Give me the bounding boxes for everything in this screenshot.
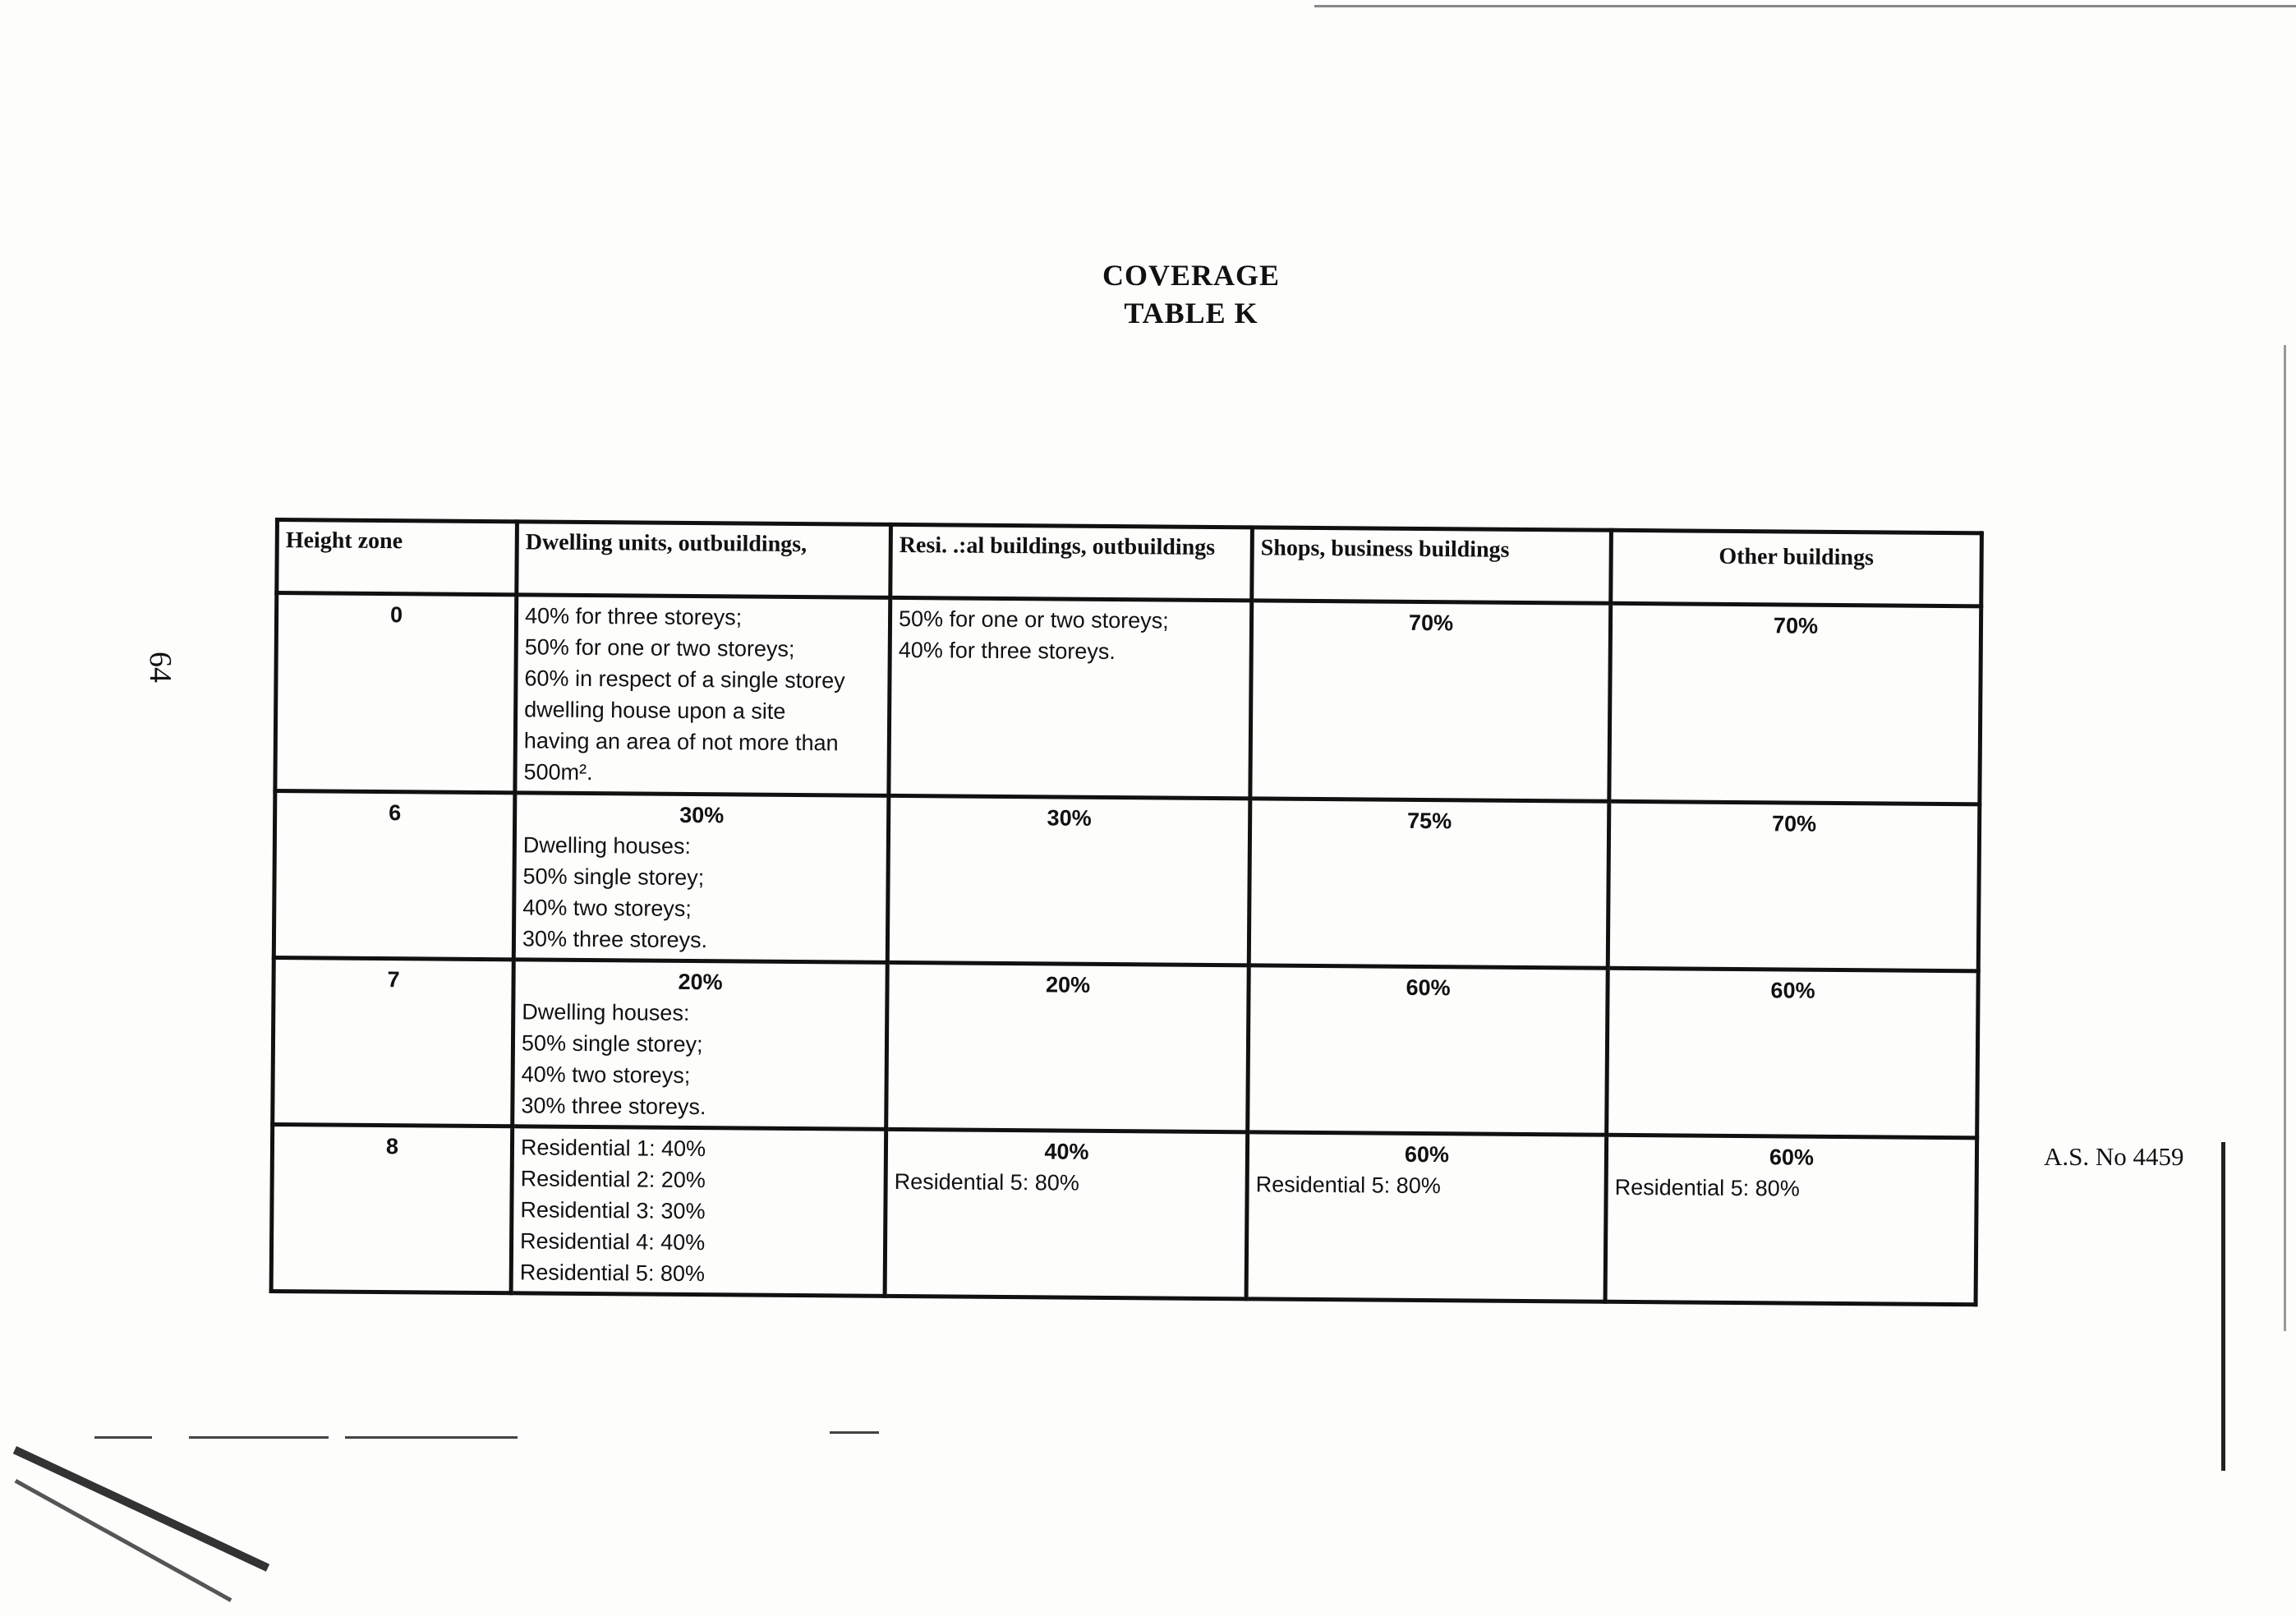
cell-heading: 60% xyxy=(1404,1141,1450,1168)
header-height-zone: Height zone xyxy=(277,520,518,595)
table-row xyxy=(275,593,1981,804)
shops-cell: 75% xyxy=(1249,799,1609,968)
other-cell: 70% xyxy=(1608,801,1980,971)
dwelling-cell xyxy=(511,1126,886,1297)
table-row xyxy=(271,1124,1977,1304)
scan-artifact xyxy=(189,1436,329,1439)
dwelling-cell xyxy=(515,595,890,796)
margin-rule xyxy=(2221,1142,2225,1471)
scan-artifact xyxy=(345,1436,518,1439)
shops-cell: 70% xyxy=(1250,601,1611,801)
other-cell: 70% xyxy=(1609,603,1981,804)
coverage-table xyxy=(269,518,1984,1306)
scan-edge-right xyxy=(2284,345,2286,1331)
cell-line: 60% in respect of a single storey xyxy=(524,666,845,693)
cell-line: Residential 3: 30% xyxy=(520,1197,706,1224)
header-dwelling-units: Dwelling units, outbuildings, xyxy=(517,522,891,598)
cell-line: Residential 5: 80% xyxy=(519,1260,706,1287)
table-row xyxy=(273,958,1979,1138)
cell-line: 30% three storeys. xyxy=(522,926,708,953)
document-reference: A.S. No 4459 xyxy=(2044,1142,2184,1171)
cell-line: 50% for one or two storeys; xyxy=(524,634,795,661)
other-cell xyxy=(1605,1135,1977,1305)
page-number: 64 xyxy=(143,652,177,683)
table-header-row xyxy=(277,520,1982,606)
header-shops-business: Shops, business buildings xyxy=(1252,527,1612,603)
cell-line: 40% two storeys; xyxy=(522,895,692,921)
cell-line: Dwelling houses: xyxy=(522,832,692,859)
cell-heading: 30% xyxy=(679,802,725,828)
cell-line: 40% for three storeys; xyxy=(524,603,743,630)
title-block xyxy=(1027,256,1355,332)
zone-cell: 8 xyxy=(271,1124,513,1292)
scan-edge-top xyxy=(1314,5,2296,7)
document-title: COVERAGE xyxy=(1102,259,1281,292)
zone-cell: 0 xyxy=(275,593,517,793)
cell-line: 50% single storey; xyxy=(522,864,705,891)
shops-cell xyxy=(1246,1132,1607,1301)
table-label: TABLE K xyxy=(1124,297,1258,329)
zone-cell: 6 xyxy=(274,791,515,960)
cell-heading: 60% xyxy=(1769,1145,1815,1170)
cell-heading: 40% xyxy=(1044,1139,1089,1164)
cell-heading: 20% xyxy=(678,969,723,995)
cell-line: Residential 5: 80% xyxy=(1614,1174,1800,1201)
cell-line: 40% for three storeys. xyxy=(898,637,1116,665)
residential-cell: 20% xyxy=(886,962,1249,1131)
dwelling-cell xyxy=(513,793,889,963)
cell-line: Residential 1: 40% xyxy=(520,1135,706,1162)
table-row xyxy=(274,791,1980,971)
header-other-buildings: Other buildings xyxy=(1611,530,1982,606)
shops-cell: 60% xyxy=(1248,965,1608,1135)
residential-cell xyxy=(885,1129,1248,1298)
dwelling-cell xyxy=(513,960,888,1130)
cell-line: 50% single storey; xyxy=(521,1030,703,1057)
cell-line: Residential 2: 20% xyxy=(520,1166,706,1193)
header-residential-buildings: Resi. .:al buildings, outbuildings xyxy=(890,524,1253,600)
cell-line: 50% for one or two storeys; xyxy=(898,606,1169,633)
cell-line: 30% three storeys. xyxy=(521,1093,706,1120)
residential-cell xyxy=(889,597,1252,798)
cell-line: 40% two storeys; xyxy=(521,1062,691,1088)
cell-line: Residential 5: 80% xyxy=(894,1168,1079,1195)
cell-line: Residential 5: 80% xyxy=(1255,1172,1441,1199)
cell-line: having an area of not more than xyxy=(523,728,839,756)
cell-line: dwelling house upon a site xyxy=(524,697,786,724)
cell-line: 500m². xyxy=(523,759,593,785)
cell-line: Residential 4: 40% xyxy=(519,1228,706,1255)
scan-artifact xyxy=(94,1436,152,1439)
zone-cell: 7 xyxy=(273,958,514,1126)
residential-cell: 30% xyxy=(887,795,1250,965)
other-cell: 60% xyxy=(1607,968,1979,1138)
cell-line: Dwelling houses: xyxy=(522,999,690,1025)
scan-artifact xyxy=(830,1431,879,1434)
